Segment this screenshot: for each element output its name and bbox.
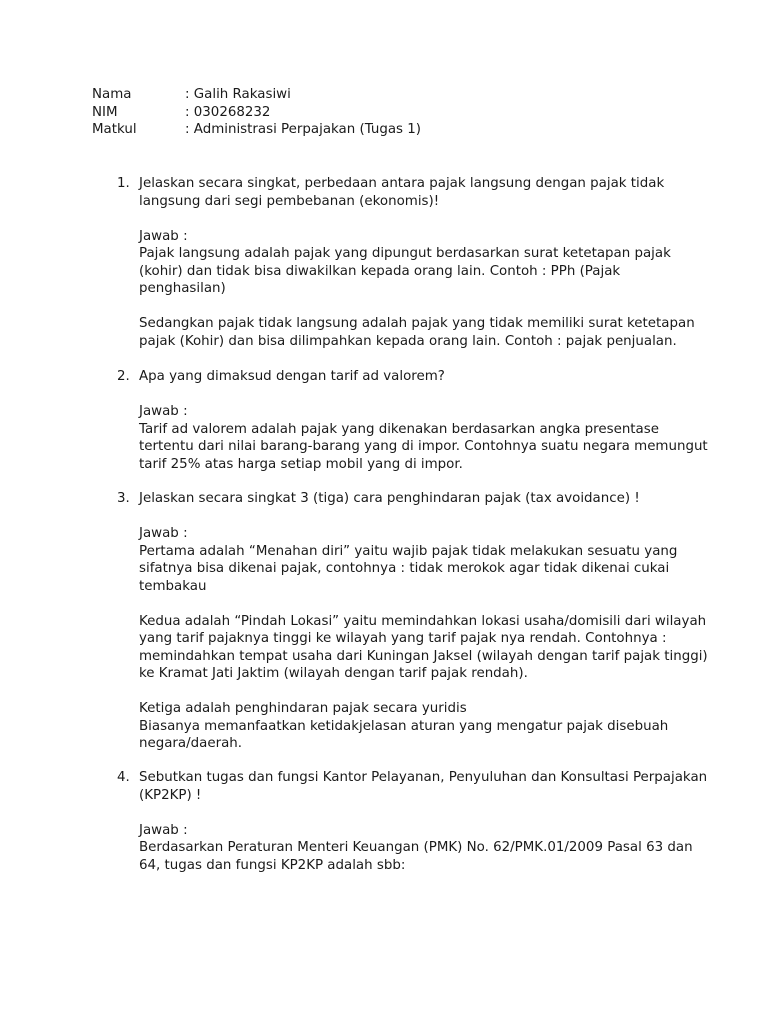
question-body	[139, 490, 709, 753]
question-text: Apa yang dimaksud dengan tarif ad valorem?	[139, 369, 445, 384]
info-label: Matkul	[92, 122, 137, 137]
info-value: : Galih Rakasiwi	[185, 87, 291, 102]
question-body	[139, 368, 709, 473]
question-text: Jelaskan secara singkat 3 (tiga) cara penghindaran pajak (tax avoidance) !	[139, 491, 640, 506]
info-label: Nama	[92, 87, 132, 102]
info-row-nama	[92, 86, 421, 104]
info-label: NIM	[92, 104, 118, 120]
answer-label: Jawab :	[139, 228, 188, 244]
answer-paragraph: Tarif ad valorem adalah pajak yang dikenakan berdasarkan angka presentase tertentu dari nilai barang-barang yang di impor. Contohnya suatu negara memungut tarif 25% atas harga setiap mobil yang di impor.	[139, 421, 708, 472]
question-number: 1.	[117, 176, 130, 191]
question-number: 2.	[117, 369, 130, 384]
answer-label: Jawab :	[139, 404, 188, 419]
question-body	[139, 175, 709, 350]
answer-paragraph: Pajak langsung adalah pajak yang dipungut berdasarkan surat ketetapan pajak (kohir) dan tidak bisa diwakilkan kepada orang lain. Contoh : PPh (Pajak penghasilan)	[139, 246, 671, 296]
answer-label: Jawab :	[139, 526, 188, 541]
answer-label: Jawab :	[139, 822, 188, 838]
question-number: 4.	[117, 770, 130, 785]
info-value: : Administrasi Perpajakan (Tugas 1)	[185, 122, 422, 137]
info-row-matkul	[92, 121, 421, 139]
answer-paragraph: Kedua adalah “Pindah Lokasi” yaitu memindahkan lokasi usaha/domisili dari wilayah yang tarif pajaknya tinggi ke wilayah yang tarif pajak nya rendah. Contohnya : memindahkan tempat usaha dari Kuningan Jaksel (wilayah dengan tarif pajak tinggi) ke Kramat Jati Jaktim (wilayah dengan tarif pajak rendah).	[139, 613, 708, 681]
answer-paragraph: Berdasarkan Peraturan Menteri Keuangan (PMK) No. 62/PMK.01/2009 Pasal 63 dan 64, tugas dan fungsi KP2KP adalah sbb:	[139, 840, 693, 873]
answer-paragraph: Ketiga adalah penghindaran pajak secara yuridis Biasanya memanfaatkan ketidakjelasan aturan yang mengatur pajak disebuah negara/daerah.	[139, 701, 669, 751]
answer-paragraph: Pertama adalah “Menahan diri” yaitu wajib pajak tidak melakukan sesuatu yang sifatnya bisa dikenai pajak, contohnya : tidak merokok agar tidak dikenai cukai tembakau	[139, 543, 678, 594]
student-info	[92, 86, 421, 139]
info-value: : 030268232	[185, 104, 271, 120]
question-body	[139, 769, 709, 874]
answer-paragraph: Sedangkan pajak tidak langsung adalah pajak yang tidak memiliki surat ketetapan pajak (Kohir) dan bisa dilimpahkan kepada orang lain. Contoh : pajak penjualan.	[139, 316, 695, 349]
question-text: Jelaskan secara singkat, perbedaan antara pajak langsung dengan pajak tidak langsung dari segi pembebanan (ekonomis)!	[139, 176, 665, 209]
question-number: 3.	[117, 491, 130, 506]
question-text: Sebutkan tugas dan fungsi Kantor Pelayanan, Penyuluhan dan Konsultasi Perpajakan (KP2KP) !	[139, 770, 708, 803]
info-row-nim	[92, 104, 421, 122]
